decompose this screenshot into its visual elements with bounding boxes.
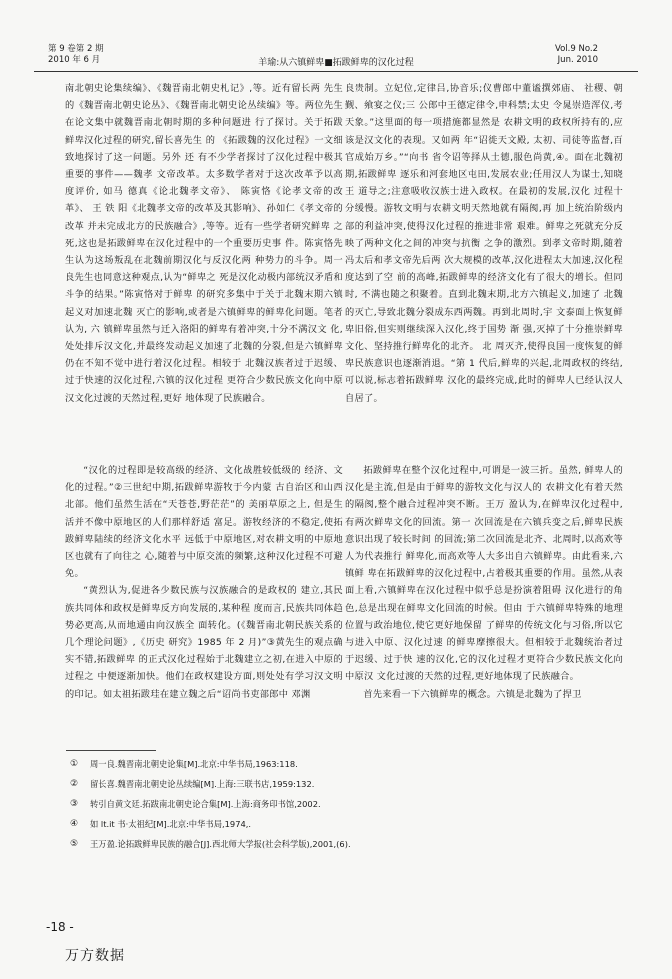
right-column-bottom <box>345 462 623 703</box>
page-number: -18 - <box>46 920 74 934</box>
issue-volume: 第 9 卷第 2 期 <box>48 44 104 54</box>
journal-issue-en <box>555 44 598 66</box>
paragraph: “汉化的过程即是较高级的经济、文化战胜较低级的 经济、文化的过程。”②三世纪中期,拓跋鲜卑游牧于今内蒙 古自治区和山西北部。他们虽然生活在“天苍苍,野茫茫”的 美丽草原之上, 但是生活并不像中原地区的人们那样舒适 富足。游牧经济的不稳定,使拓跋鲜卑陆续的经济文化水平 远低于中原地区,对农耕文明的中原地区也就有了向往之 心,随着与中原交流的频繁,这种汉化过程不可避免。 <box>65 465 343 580</box>
footnote-text: 如 lt.it 书·太祖纪[M].北京:中华书局,1974,. <box>90 819 252 829</box>
right-column-top <box>345 80 623 407</box>
issue-date-en: Jun. 2010 <box>557 55 598 65</box>
footnote-text: 王万盈.论拓跋鲜卑民族的融合[J].西北师大学报(社会科学版),2001,(6). <box>90 839 351 849</box>
header-rule <box>34 71 638 72</box>
page-header <box>34 44 638 70</box>
footnote <box>66 794 606 814</box>
footnote-mark: ③ <box>69 799 79 809</box>
paragraph: 南北朝史论集续编》、《魏晋南北朝史札记》,等。近有留长两 先生的《魏晋南北朝史论丛》、《魏晋南北朝史论丛续编》等。两位先生在论文集中就魏晋南北朝时期的多种问题进 行了探讨。关于拓跋鲜卑汉化过程的研究,留长喜先生 的 《拓跋魏的汉化过程》一文细致地探讨了这一问题。另外 还 有不少学者探讨了汉化过程中极其重要的事件——魏孝 文帝改革。太多数学者对于这次改革予以高度评价, 如马 德真《论北魏孝文帝》、 陈寅恪《论孝文帝的改革》、 王 铁 阳《北魏孝文帝的改革及其影响》、孙如仁《孝文帝的改革 并未完成北方的民族融合》,等等。近有一些学者研究鲜卑 之死,这也是拓跋鲜卑在汉化过程中的一个重要历史事 件。陈寅恪先生认为这场叛乱在北魏前期汉化与反汉化两 种势力的斗争。周一良先生也同意这种观点,认为“鲜卑之 死是汉化动极内部统汉矛盾和斗争的结果。”陈寅恪对于鲜卑 的研究多集中于关于北魏末期六镇起义对加速北魏 灭亡的影响,或者是六镇鲜卑的鲜卑化问题。笔者认为, 六 镇鲜卑虽然与迁入洛阳的鲜卑有着冲突,十分不满汉文 化, 处处排斥汉文化,并最终发动起义加速了北魏的分裂,但是六镇鲜卑仍在不知不觉中进行着汉化过程。相较于 北魏汉族者过于迟缓、过于快速的汉化过程,六镇的汉化过程 更符合少数民族文化向中原汉文化过渡的天然过程,更好 地体现了民族融合。 <box>65 83 343 404</box>
footnote-mark: ① <box>69 759 79 769</box>
issue-date: 2010 年 6 月 <box>48 55 101 65</box>
running-title: 羊瑜:从六镇鲜卑■拓跋鲜卑的汉化过程 <box>258 58 414 68</box>
footnote-mark: ② <box>69 779 79 789</box>
footnote-mark: ⑤ <box>69 839 79 849</box>
footnote <box>66 814 606 834</box>
footnotes <box>66 754 606 854</box>
footnote-text: 周一良.魏晋南北朝史论集[M].北京:中华书局,1963:118. <box>90 759 298 769</box>
footnote-text: 转引自黄文廷.拓跋南北朝史论合集[M].上海:商务印书馆,2002. <box>90 799 321 809</box>
paragraph: 拓跋鲜卑在整个汉化过程中,可谓是一波三折。虽然, 鲜卑人的汉化是主流,但是由于鲜卑的游牧文化与汉人的 农耕文化有着天然的隔阂,整个融合过程冲突不断。王万 盈认为,在鲜卑汉化过程中,有两次鲜卑文化的回流。第一 次回流是在六镇兵变之后,鲜卑民族意识出现了较长时间 的回流;第二次回流是北齐、北周时,以高欢等人为代表推行 鲜卑化,而高欢等人大多出自六镇鲜卑。由此看来,六镇鲜 卑在拓跋鲜卑的汉化过程中,占着极其重要的作用。虽然,从表面上看,六镇鲜卑在汉化过程中似乎总是扮演着阻碍 汉化进行的角色,总是出现在鲜卑文化回流的时候。但由 于六镇鲜卑特殊的地理位置与政治地位,使它更好地保留 了鲜卑的传统文化与习俗,所以它与进入中原、汉化过速 的鲜卑摩擦很大。但相较于北魏统治者过于迟缓、过于快 速的汉化,它的汉化过程才更符合少数民族文化向中原汉 文化过渡的天然的过程,更好地体现了民族融合。 <box>345 465 623 683</box>
left-column-top <box>65 80 343 407</box>
left-column-bottom <box>65 462 343 703</box>
issue-volume-en: Vol.9 No.2 <box>554 44 598 54</box>
paragraph: “黄烈认为,促进各少数民族与汉族融合的是政权的 建立,其民族共同体和政权是鲜卑反方向发展的,某种程 度而言,民族共同体趋势必更高,从而地通由向汉族全 面转化。(《魏晋南北朝民族关系的几个理论问题》,《历史 研究》1985 年 2 月)”③黄先生的观点确实不错,拓跋鲜卑 的正式汉化过程始于北魏建立之初,在进入中原的过程之 中便逐渐加快。他们在政权建设方面,则处处有学习汉文明 的印记。如太祖拓跋珪在建立魏之后“诏尚书吏部郎中 邓渊 <box>65 585 343 700</box>
footnote <box>66 754 606 774</box>
paragraph: 良贵制。立妃位,定律吕,协音乐;仪曹郎中董谧撰郊庙、 社稷、朝觐、飨宴之仪;三 公郎中王德定律令,申科禁;太史 令晁崇造浑仪,考天象。”这里面的每一项措施都显然是 农耕文明的政权所持有的,应该是汉文化的表现。又如两 年“诏徙天文殿, 太初、司徒等监督,百官成始万乡。”“向书 省令诏等择从土德,服色尚黄,④。面在北魏初期,拓跋鲜卑 逐乐和河套地区屯田,发展农业;任用汉人为谋士,知晓王 道导之;注意吸收汉族士进入政权。在最初的发展,汉化 过程十分缓慢。游牧文明与农耕文明天然地就有隔阂,再 加上统治阶级内部的利益冲突,使得汉化过程的推进非常 艰难。鲜卑之死就充分反映了两种文化之间的冲突与抗衡 之争的激烈。到孝文帝时期,随着冯太后和孝文帝先后两 次大规模的改革,汉化进程太大加速,汉化程度达到了空 前的高峰,拓跋鲜卑的经济文化有了很大的增长。但同时, 不满也随之积聚着。直到北魏末期,北方六镇起义,加速了 北魏的灭亡,导致北魏分裂成东西两魏。再到北周时,宇 文泰面上恢复鲜卑旧俗,但实则继续深入汉化,终于国势 渐 强,灭掉了十分推崇鲜卑文化、坚持推行鲜卑化的北齐。 北 周灭齐,使得良国一度恢复的鲜卑民族意识也逐渐消退。“第 1 代后,鲜卑的兴起,北周政权的终结,可以说,标志着拓跋鲜卑 汉化的最终完成,此时的鲜卑人已经认汉人自居了。 <box>345 83 623 404</box>
footnote-text: 留长喜.魏晋南北朝史论丛续编[M].上海:三联书店,1959:132. <box>90 779 315 789</box>
footnote-rule <box>66 750 156 751</box>
footnote <box>66 774 606 794</box>
watermark: 万方数据 <box>65 948 125 964</box>
paragraph: 首先来看一下六镇鲜卑的概念。六镇是北魏为了捍卫 <box>363 688 582 700</box>
footnote-mark: ④ <box>69 819 79 829</box>
footnote <box>66 834 606 854</box>
